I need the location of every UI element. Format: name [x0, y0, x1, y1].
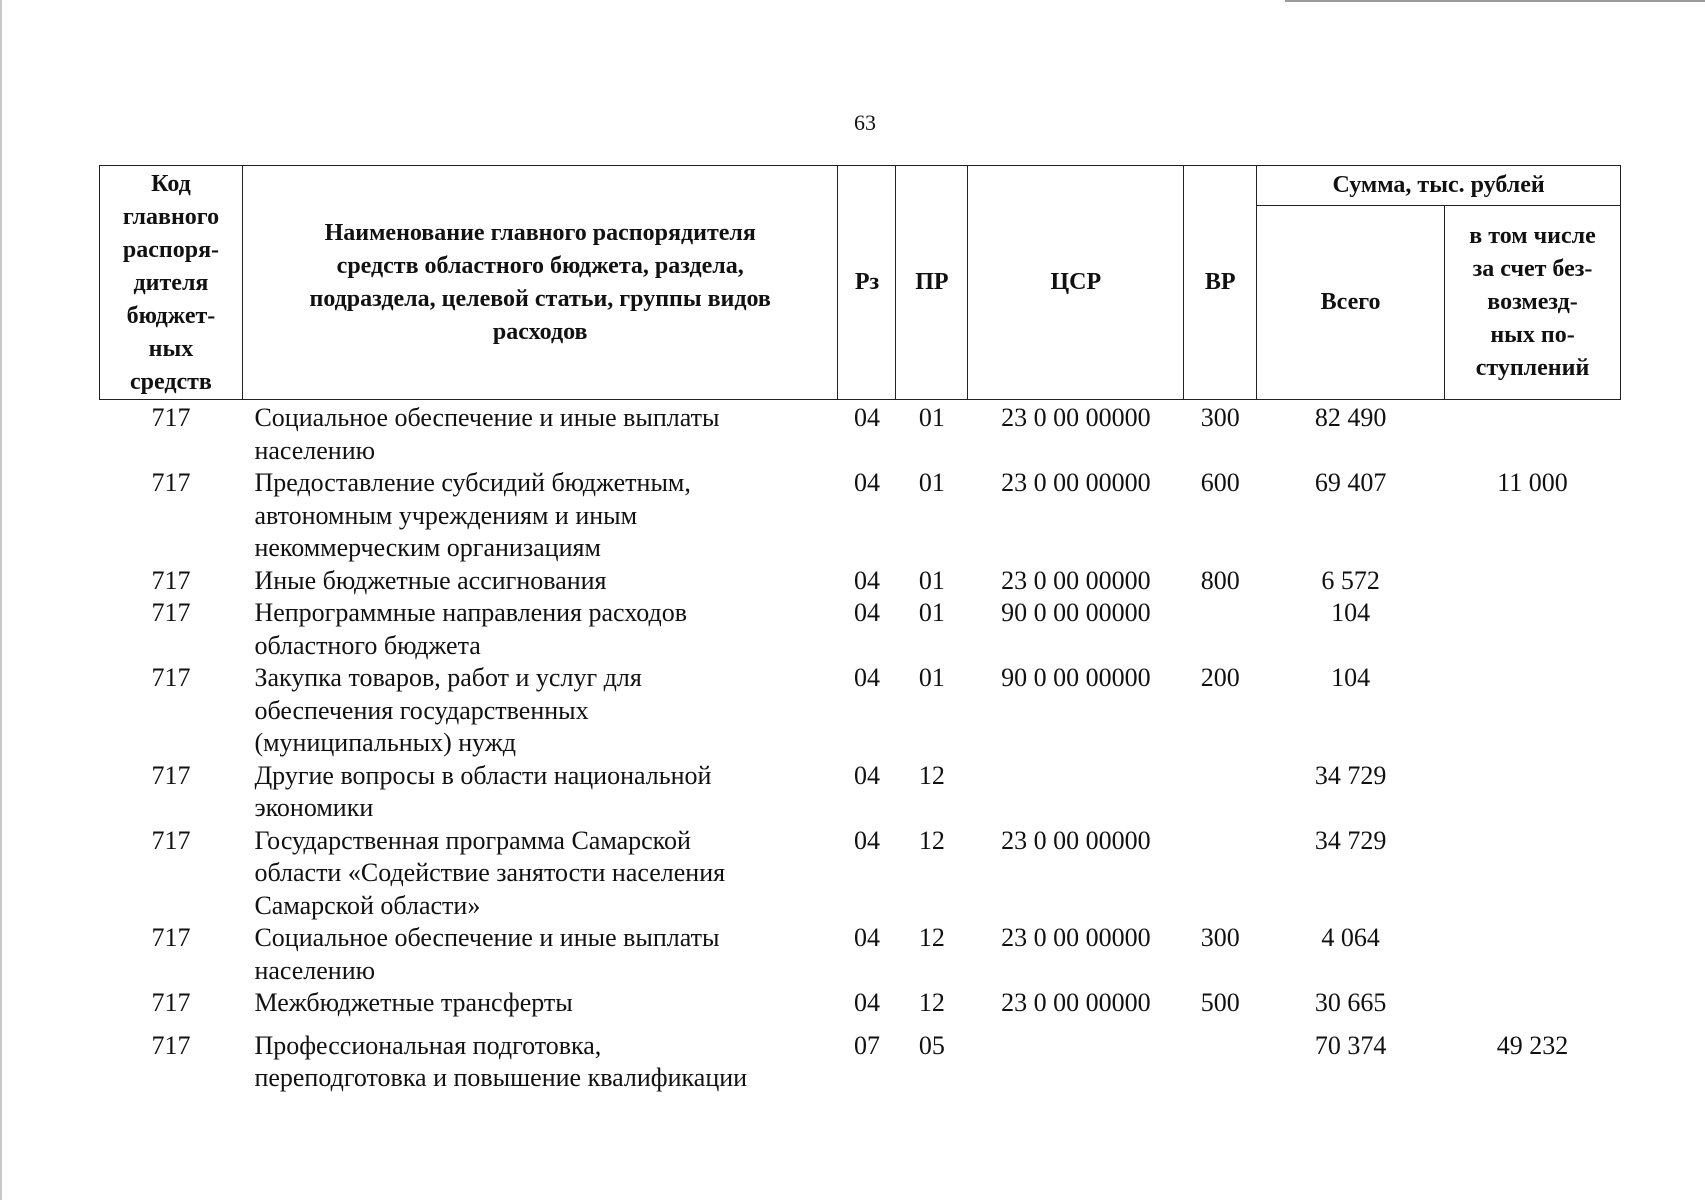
cell-name [242, 597, 838, 662]
cell-gratuitous [1445, 760, 1621, 825]
cell-gratuitous: 49 232 [1496, 1030, 1569, 1060]
cell-code: 717 [151, 1030, 191, 1060]
cell-rz: 04 [853, 598, 880, 627]
scan-edge-left [0, 0, 2, 1200]
cell-total: 104 [1331, 598, 1371, 627]
table-row [100, 400, 1621, 468]
cell-gratuitous [1445, 662, 1621, 760]
cell-gratuitous [1445, 565, 1621, 598]
header-grat-line: в том числе [1469, 223, 1596, 249]
header-csr: ЦСР [968, 166, 1184, 400]
cell-pr: 12 [918, 760, 945, 790]
cell-vr: 800 [1200, 565, 1240, 595]
cell-rz: 04 [853, 403, 880, 432]
header-rz: Рз [838, 166, 896, 400]
page-number: 63 [854, 110, 876, 135]
cell-csr [968, 1030, 1184, 1095]
cell-rz: 04 [853, 565, 880, 595]
cell-vr: 300 [1200, 923, 1240, 952]
cell-name-line: переподготовка и повышение квалификации [254, 1063, 748, 1092]
cell-csr: 23 0 00 00000 [1001, 923, 1151, 952]
header-grat-line: ных по- [1490, 322, 1575, 348]
cell-vr: 600 [1200, 468, 1240, 497]
cell-total: 4 064 [1321, 923, 1380, 952]
header-grat-line: возмезд- [1487, 289, 1578, 315]
cell-csr [968, 760, 1184, 825]
cell-code: 717 [151, 988, 191, 1017]
cell-csr: 23 0 00 00000 [1001, 565, 1151, 595]
cell-name-line: Непрограммные направления расходов [254, 598, 688, 627]
cell-csr: 23 0 00 00000 [1001, 825, 1151, 855]
cell-name-line: экономики [254, 793, 374, 822]
cell-total: 34 729 [1314, 760, 1387, 790]
table-row [100, 922, 1621, 987]
cell-total: 34 729 [1314, 825, 1387, 855]
header-sum: Сумма, тыс. рублей [1257, 166, 1621, 206]
header-pr: ПР [896, 166, 968, 400]
cell-gratuitous: 11 000 [1497, 468, 1568, 497]
cell-code: 717 [151, 663, 191, 692]
cell-gratuitous [1445, 400, 1621, 468]
cell-name-line: некоммерческим организациям [254, 533, 601, 562]
header-name-line: средств областного бюджета, раздела, [336, 252, 744, 279]
cell-rz: 04 [853, 825, 880, 855]
cell-csr: 23 0 00 00000 [1001, 988, 1151, 1017]
cell-name-line: Самарской области» [254, 890, 481, 920]
cell-pr: 01 [918, 403, 945, 432]
cell-rz: 07 [853, 1030, 880, 1060]
cell-csr: 90 0 00 00000 [1001, 598, 1151, 627]
cell-name-line: Социальное обеспечение и иные выплаты [254, 403, 720, 432]
cell-name-line: населению [254, 955, 376, 985]
header-name-line: расходов [492, 318, 588, 345]
cell-pr: 05 [918, 1030, 945, 1060]
cell-name-line: обеспечения государственных [254, 695, 589, 725]
header-grat-line: за счет без- [1472, 256, 1593, 282]
cell-name [242, 922, 838, 987]
cell-name [242, 662, 838, 760]
cell-vr: 200 [1200, 663, 1240, 692]
cell-vr [1184, 1030, 1257, 1095]
header-name-line: Наименование главного распорядителя [324, 219, 756, 246]
header-code-line: распоря- [122, 237, 220, 263]
header-name-line: подраздела, целевой статьи, группы видов [309, 285, 771, 312]
cell-name [242, 467, 838, 565]
header-code-line: ных [148, 336, 194, 362]
header-code-line: средств [130, 369, 212, 395]
header-total: Всего [1257, 206, 1445, 400]
table-body [100, 400, 1621, 1095]
header-name [242, 166, 838, 400]
cell-rz: 04 [853, 923, 880, 952]
cell-name [242, 565, 838, 598]
cell-name-line: населению [254, 435, 376, 465]
cell-vr [1184, 597, 1257, 662]
scan-edge-top [1285, 0, 1705, 2]
cell-gratuitous [1445, 987, 1621, 1020]
cell-name-line: Государственная программа Самарской [254, 825, 691, 855]
cell-rz: 04 [853, 663, 880, 692]
cell-vr: 300 [1200, 403, 1240, 432]
cell-name-line: Социальное обеспечение и иные выплаты [254, 923, 720, 952]
cell-csr: 23 0 00 00000 [1001, 403, 1151, 432]
cell-name [242, 1030, 838, 1095]
cell-pr: 01 [918, 598, 945, 627]
row-spacer [100, 1020, 1621, 1030]
cell-vr [1184, 825, 1257, 923]
cell-name-line: Иные бюджетные ассигнования [254, 565, 607, 595]
cell-total: 70 374 [1314, 1030, 1387, 1060]
cell-name-line: Межбюджетные трансферты [254, 988, 573, 1017]
header-code [100, 166, 243, 400]
cell-name-line: Профессиональная подготовка, [254, 1030, 602, 1060]
cell-pr: 12 [918, 923, 945, 952]
budget-table [99, 165, 1621, 1095]
cell-name [242, 400, 838, 468]
cell-total: 82 490 [1314, 403, 1387, 432]
header-code-line: дителя [133, 270, 209, 296]
cell-pr: 01 [918, 663, 945, 692]
cell-total: 69 407 [1314, 468, 1387, 497]
table-row [100, 662, 1621, 760]
cell-pr: 01 [918, 468, 945, 497]
header-vr: ВР [1184, 166, 1257, 400]
cell-name [242, 760, 838, 825]
table-row [100, 760, 1621, 825]
cell-name-line: (муниципальных) нужд [254, 728, 517, 757]
cell-gratuitous [1445, 922, 1621, 987]
cell-name-line: Предоставление субсидий бюджетным, [254, 468, 691, 497]
cell-gratuitous [1445, 825, 1621, 923]
cell-total: 104 [1331, 663, 1371, 692]
cell-name [242, 825, 838, 923]
table-row [100, 825, 1621, 923]
cell-total: 6 572 [1321, 565, 1380, 595]
cell-name-line: областного бюджета [254, 630, 481, 660]
table-row [100, 1030, 1621, 1095]
header-grat-line: ступлений [1475, 355, 1590, 381]
cell-code: 717 [151, 403, 191, 432]
cell-code: 717 [151, 468, 191, 497]
cell-name-line: автономным учреждениям и иным [254, 500, 638, 530]
cell-vr: 500 [1200, 988, 1240, 1017]
cell-code: 717 [151, 825, 191, 855]
cell-code: 717 [151, 598, 191, 627]
cell-pr: 12 [918, 988, 945, 1017]
cell-name-line: Закупка товаров, работ и услуг для [254, 663, 642, 692]
cell-name-line: области «Содействие занятости населения [254, 858, 726, 887]
table-row [100, 467, 1621, 565]
cell-pr: 01 [918, 565, 945, 595]
cell-name [242, 987, 838, 1020]
cell-code: 717 [151, 923, 191, 952]
table-row [100, 597, 1621, 662]
cell-gratuitous [1445, 597, 1621, 662]
cell-rz: 04 [853, 988, 880, 1017]
header-code-line: Код [151, 171, 191, 197]
cell-total: 30 665 [1314, 988, 1387, 1017]
cell-csr: 23 0 00 00000 [1001, 468, 1151, 497]
table-row [100, 565, 1621, 598]
table-header [100, 166, 1621, 400]
header-gratuitous [1445, 206, 1621, 400]
cell-name-line: Другие вопросы в области национальной [254, 760, 712, 790]
cell-rz: 04 [853, 760, 880, 790]
cell-csr: 90 0 00 00000 [1001, 663, 1151, 692]
header-code-line: главного [122, 204, 220, 230]
cell-code: 717 [151, 760, 191, 790]
cell-vr [1184, 760, 1257, 825]
cell-code: 717 [151, 565, 191, 595]
table-row [100, 987, 1621, 1020]
header-code-line: бюджет- [126, 303, 216, 329]
cell-rz: 04 [853, 468, 880, 497]
cell-pr: 12 [918, 825, 945, 855]
